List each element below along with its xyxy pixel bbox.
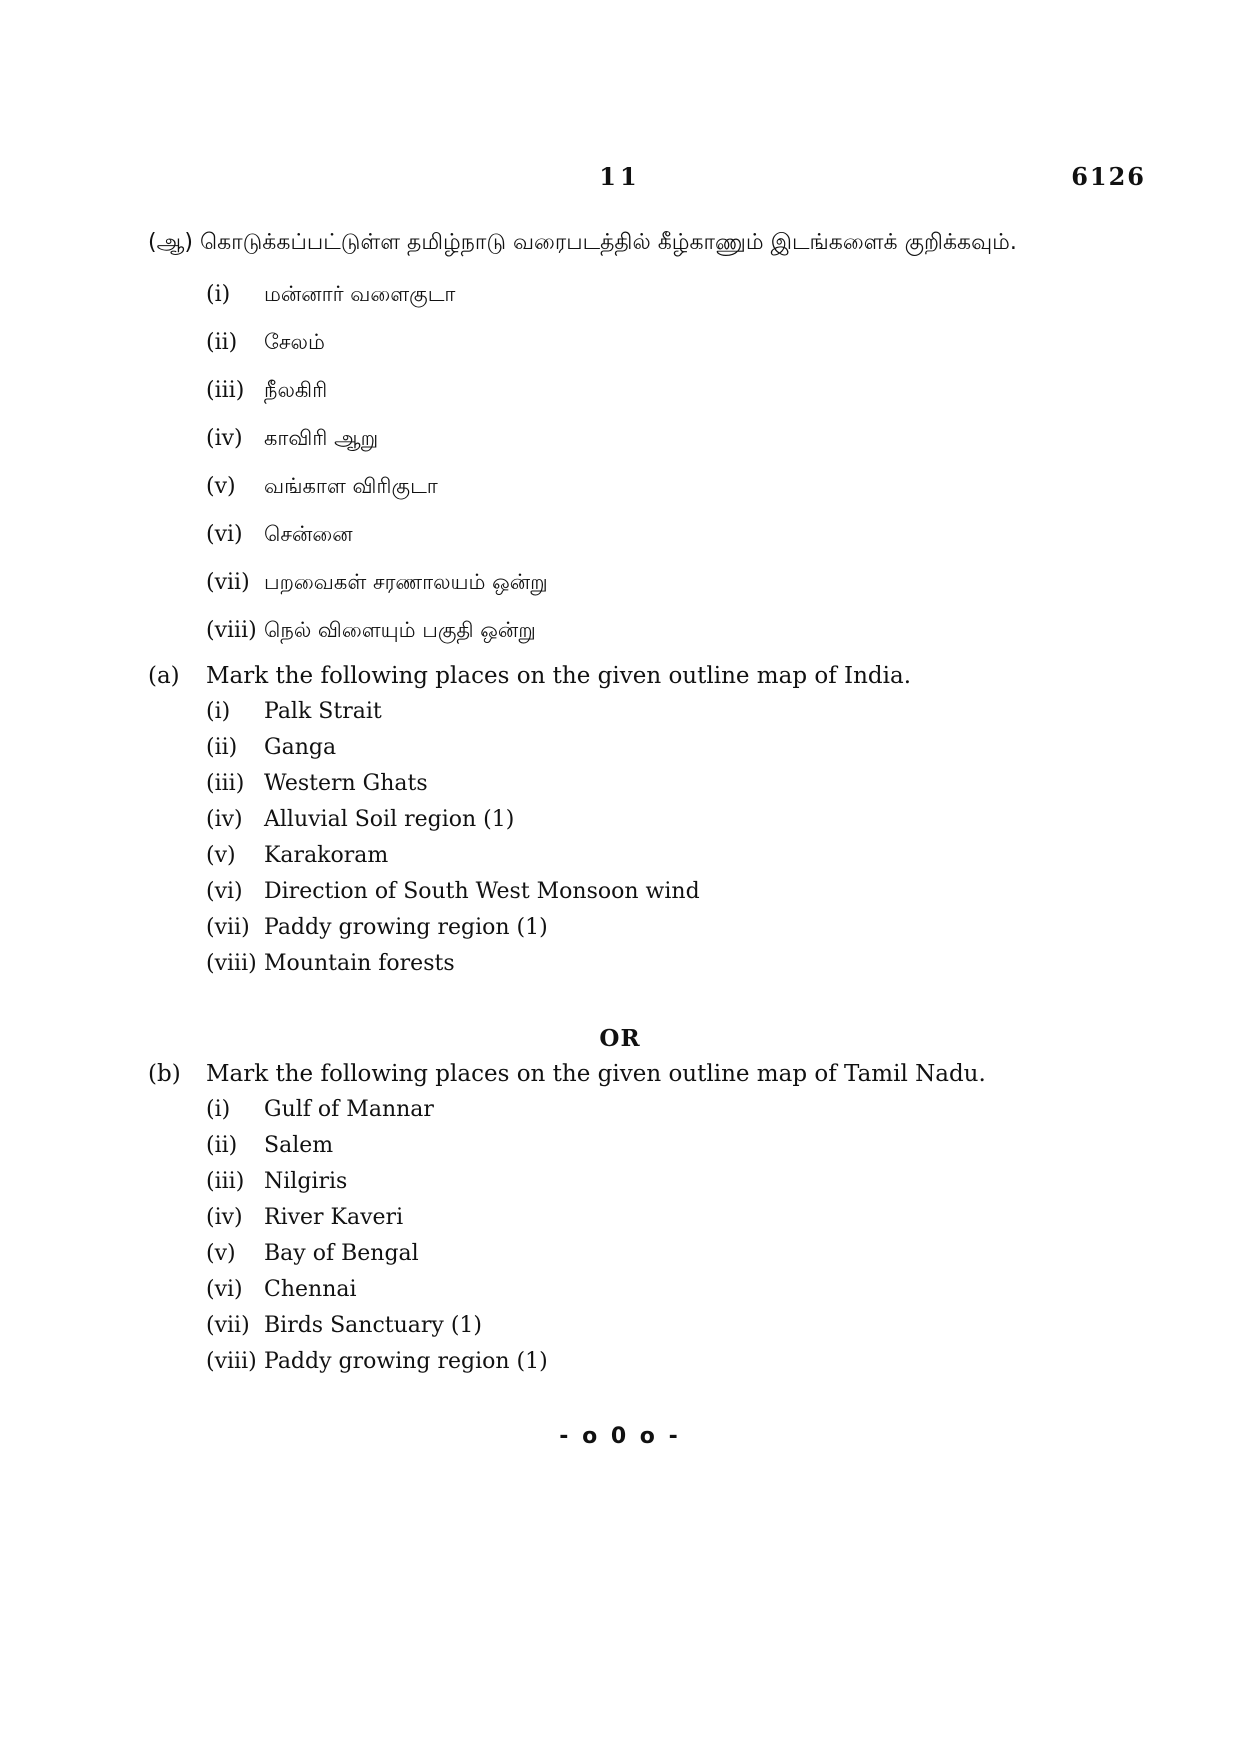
question-label: (b)	[148, 1061, 181, 1087]
item-text: சேலம்	[264, 330, 325, 354]
item-text: காவிரி ஆறு	[264, 426, 379, 450]
item-number: (iv)	[206, 1205, 243, 1230]
item-number: (v)	[206, 474, 236, 499]
item-text: Bay of Bengal	[264, 1241, 419, 1266]
item-number: (vi)	[206, 1277, 243, 1302]
item-text: Palk Strait	[264, 699, 382, 724]
item-number: (viii)	[206, 951, 257, 976]
item-text: Gulf of Mannar	[264, 1097, 434, 1122]
page-number: 11	[599, 162, 641, 191]
item-text: பறவைகள் சரணாலயம் ஒன்று	[264, 570, 548, 594]
item-text: நெல் விளையும் பகுதி ஒன்று	[264, 618, 536, 642]
item-text: சென்னை	[264, 522, 353, 546]
item-text: Nilgiris	[264, 1169, 348, 1194]
item-text: Birds Sanctuary (1)	[264, 1313, 482, 1338]
item-number: (vii)	[206, 1313, 250, 1338]
end-of-paper-mark: - o 0 o -	[559, 1424, 681, 1449]
item-text: Chennai	[264, 1277, 357, 1302]
tamil-section-heading: (ஆ) கொடுக்கப்பட்டுள்ள தமிழ்நாடு வரைபடத்தில் கீழ்காணும் இடங்களைக் குறிக்கவும்.	[148, 230, 1017, 255]
item-text: மன்னார் வளைகுடா	[264, 282, 456, 306]
item-number: (vii)	[206, 915, 250, 940]
item-number: (vi)	[206, 522, 243, 547]
item-number: (iii)	[206, 771, 245, 796]
item-number: (viii)	[206, 1349, 257, 1374]
item-number: (i)	[206, 1097, 231, 1122]
item-number: (viii)	[206, 618, 257, 643]
item-text: River Kaveri	[264, 1205, 404, 1230]
item-number: (iii)	[206, 1169, 245, 1194]
question-text: Mark the following places on the given outline map of Tamil Nadu.	[206, 1061, 986, 1087]
item-number: (iii)	[206, 378, 245, 403]
item-number: (v)	[206, 843, 236, 868]
item-number: (v)	[206, 1241, 236, 1266]
item-text: வங்காள விரிகுடா	[264, 474, 438, 498]
item-text: Paddy growing region (1)	[264, 915, 548, 940]
or-separator: OR	[599, 1025, 641, 1052]
question-text: Mark the following places on the given outline map of India.	[206, 663, 912, 689]
item-number: (vii)	[206, 570, 250, 595]
paper-code: 6126	[1071, 162, 1146, 191]
item-number: (ii)	[206, 735, 238, 760]
item-text: Karakoram	[264, 843, 389, 868]
item-text: Paddy growing region (1)	[264, 1349, 548, 1374]
item-number: (i)	[206, 699, 231, 724]
item-text: Ganga	[264, 735, 337, 760]
question-label: (a)	[148, 663, 180, 689]
item-number: (i)	[206, 282, 231, 307]
item-text: நீலகிரி	[264, 378, 328, 402]
item-number: (iv)	[206, 807, 243, 832]
item-text: Direction of South West Monsoon wind	[264, 879, 700, 904]
item-number: (vi)	[206, 879, 243, 904]
item-text: Salem	[264, 1133, 334, 1158]
item-text: Alluvial Soil region (1)	[264, 807, 515, 832]
item-number: (ii)	[206, 330, 238, 355]
item-text: Mountain forests	[264, 951, 455, 976]
item-number: (ii)	[206, 1133, 238, 1158]
item-text: Western Ghats	[264, 771, 428, 796]
item-number: (iv)	[206, 426, 243, 451]
